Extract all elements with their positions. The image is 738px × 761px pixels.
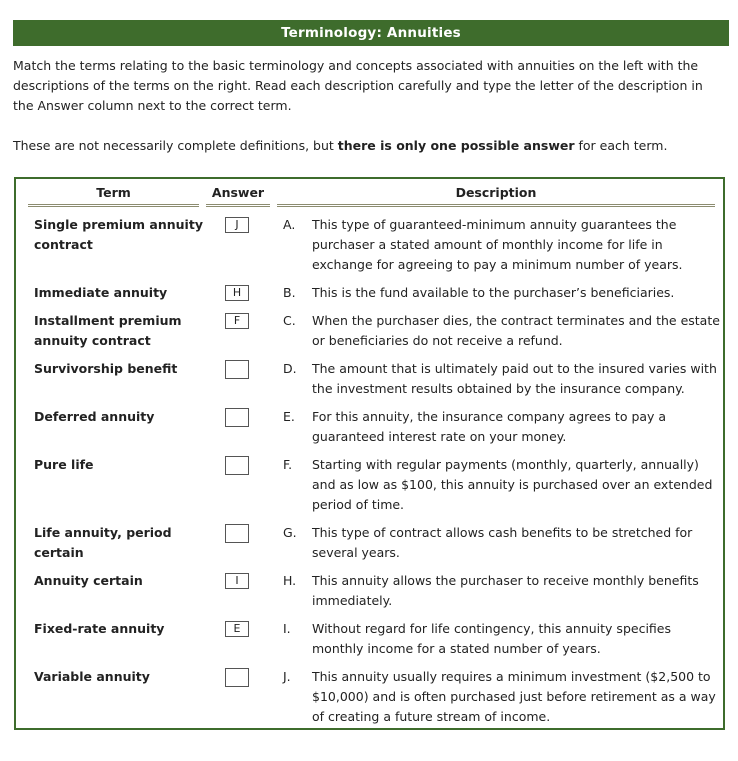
note-prefix: These are not necessarily complete definitions, but <box>13 138 338 153</box>
description-text: This type of guaranteed-minimum annuity guarantees the purchaser a stated amount of monthly income for life in exchange for agreeing to pay a minimum number of years. <box>312 217 683 272</box>
term-fixed-rate-annuity: Fixed-rate annuity <box>34 621 165 636</box>
answer-input[interactable] <box>225 408 249 427</box>
description-text: Without regard for life contingency, this annuity specifies monthly income for a stated number of years. <box>312 621 671 656</box>
answer-input[interactable]: I <box>225 573 249 589</box>
answer-input[interactable] <box>225 456 249 475</box>
answer-input[interactable]: F <box>225 313 249 329</box>
term-header-rule <box>28 204 199 207</box>
description-header-rule <box>277 204 715 207</box>
description-text: This type of contract allows cash benefits to be stretched for several years. <box>312 525 693 560</box>
term-annuity-certain: Annuity certain <box>34 573 143 588</box>
term-installment-premium-annuity-contract: Installment premium annuity contract <box>34 313 182 348</box>
term-life-annuity-period-certain: Life annuity, period certain <box>34 525 172 560</box>
answer-input[interactable]: H <box>225 285 249 301</box>
answer-header-rule <box>206 204 270 207</box>
note-text <box>13 136 725 156</box>
answer-input[interactable]: J <box>225 217 249 233</box>
answer-input[interactable] <box>225 360 249 379</box>
answer-column-header: Answer <box>211 185 265 200</box>
description-column-header: Description <box>455 185 537 200</box>
description-text: Starting with regular payments (monthly, quarterly, annually) and as low as $100, this annuity is purchased over an extended period of time. <box>312 457 713 512</box>
term-deferred-annuity: Deferred annuity <box>34 409 155 424</box>
note-emphasis: there is only one possible answer <box>337 138 575 153</box>
answer-input[interactable]: E <box>225 621 249 637</box>
instructions-text: Match the terms relating to the basic terminology and concepts associated with annuities on the left with the descriptions of the terms on the right. Read each description carefully and type the letter of the description in the Answer column next to the correct term. <box>13 58 703 113</box>
term-single-premium-annuity-contract: Single premium annuity contract <box>34 217 203 252</box>
description-letter: I. <box>283 621 291 636</box>
description-text: This annuity usually requires a minimum investment ($2,500 to $10,000) and is often purchased just before retirement as a way of creating a future stream of income. <box>312 669 716 724</box>
term-immediate-annuity: Immediate annuity <box>34 285 168 300</box>
note-suffix: for each term. <box>574 138 668 153</box>
page-title: Terminology: Annuities <box>13 20 729 46</box>
term-pure-life: Pure life <box>34 457 94 472</box>
description-letter: E. <box>283 409 295 424</box>
answer-input[interactable] <box>225 524 249 543</box>
matching-table <box>14 177 725 730</box>
description-letter: A. <box>283 217 296 232</box>
term-survivorship-benefit: Survivorship benefit <box>34 361 178 376</box>
description-text: This is the fund available to the purchaser’s beneficiaries. <box>312 285 675 300</box>
term-variable-annuity: Variable annuity <box>34 669 150 684</box>
description-letter: B. <box>283 285 296 300</box>
description-letter: J. <box>283 669 291 684</box>
description-letter: G. <box>283 525 297 540</box>
description-text: For this annuity, the insurance company agrees to pay a guaranteed interest rate on your money. <box>312 409 667 444</box>
description-text: This annuity allows the purchaser to receive monthly benefits immediately. <box>312 573 699 608</box>
answer-input[interactable] <box>225 668 249 687</box>
description-letter: F. <box>283 457 293 472</box>
description-letter: H. <box>283 573 297 588</box>
term-column-header: Term <box>96 185 131 200</box>
description-letter: D. <box>283 361 297 376</box>
description-letter: C. <box>283 313 296 328</box>
description-text: The amount that is ultimately paid out to the insured varies with the investment results obtained by the insurance company. <box>312 361 717 396</box>
description-text: When the purchaser dies, the contract terminates and the estate or beneficiaries do not receive a refund. <box>312 313 720 348</box>
